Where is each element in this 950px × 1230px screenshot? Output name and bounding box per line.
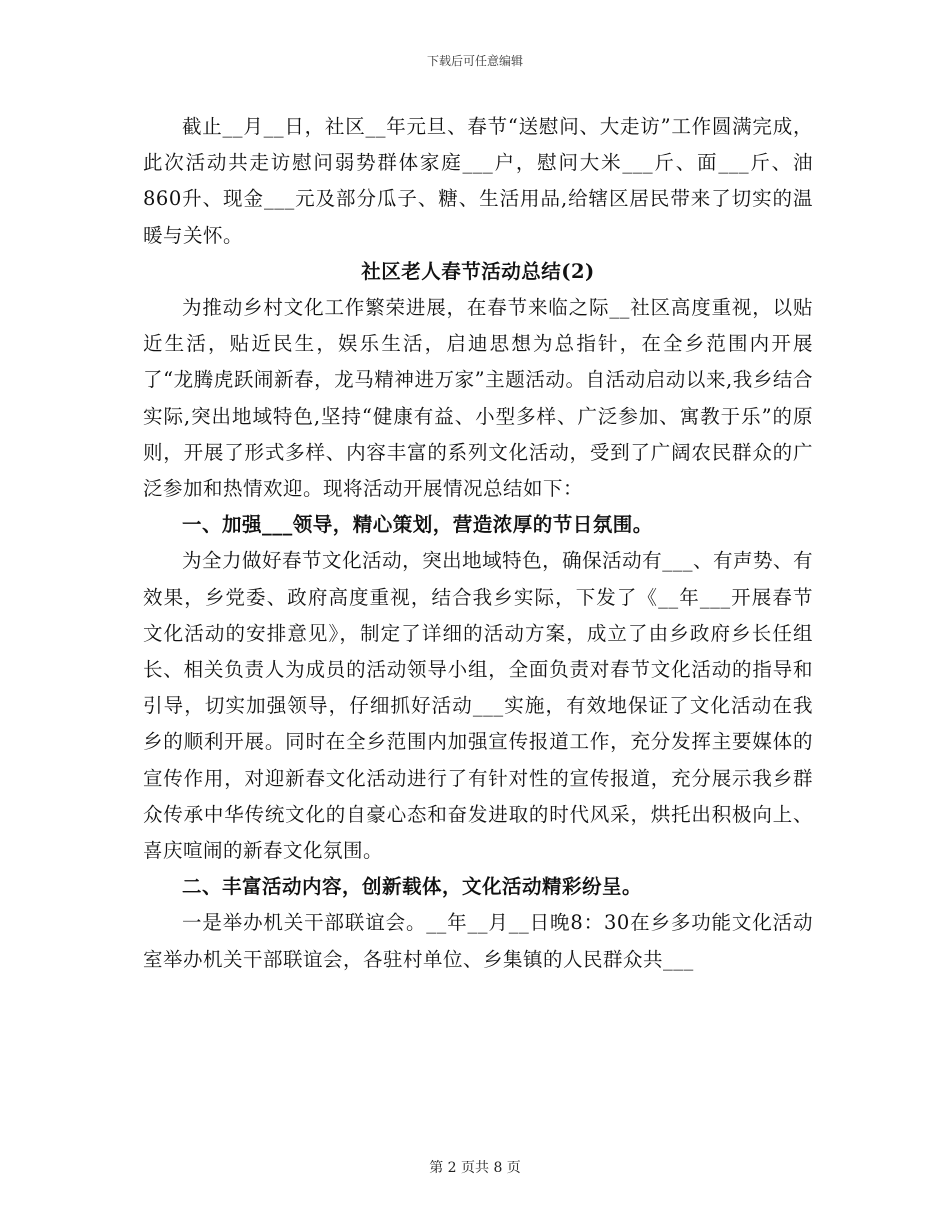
heading-leadership: 一、加强___领导，精心策划，营造浓厚的节日氛围。 bbox=[182, 513, 653, 537]
paragraph-new-year-visits: 截止__月__日，社区__年元旦、春节“送慰问、大走访”工作圆满完成，此次活动共走访慰问弱势群体家庭___户，慰问大米___斤、面___斤、油860升、现金___元及部分瓜子、糖、生活用品,给辖区居民带来了切实的温暖与关怀。 bbox=[143, 115, 813, 247]
document-body bbox=[143, 109, 813, 978]
page-number: 第 2 页共 8 页 bbox=[429, 1160, 521, 1176]
heading-activities: 二、丰富活动内容，创新载体，文化活动精彩纷呈。 bbox=[182, 875, 643, 899]
paragraph-activities: 一是举办机关干部联谊会。__年__月__日晚8：30在乡多功能文化活动室举办机关干部联谊会，各驻村单位、乡集镇的人民群众共___ bbox=[143, 911, 813, 971]
section-title: 社区老人春节活动总结(2) bbox=[361, 259, 595, 283]
paragraph-intro: 为推动乡村文化工作繁荣进展，在春节来临之际__社区高度重视，以贴近生活，贴近民生，娱乐生活，启迪思想为总指针，在全乡范围内开展了“龙腾虎跃闹新春，龙马精神进万家”主题活动。自活动启动以来,我乡结合实际,突出地域特色,坚持“健康有益、小型多样、广泛参加、寓教于乐”的原则，开展了形式多样、内容丰富的系列文化活动，受到了广阔农民群众的广泛参加和热情欢迎。现将活动开展情况总结如下： bbox=[143, 296, 813, 501]
page-header: 下载后可任意编辑 bbox=[426, 54, 523, 68]
paragraph-leadership: 为全力做好春节文化活动，突出地域特色，确保活动有___、有声势、有效果，乡党委、政府高度重视，结合我乡实际，下发了《__年___开展春节文化活动的安排意见》，制定了详细的活动方案，成立了由乡政府乡长任组长、相关负责人为成员的活动领导小组，全面负责对春节文化活动的指导和引导，切实加强领导，仔细抓好活动___实施，有效地保证了文化活动在我乡的顺利开展。同时在全乡范围内加强宣传报道工作，充分发挥主要媒体的宣传作用，对迎新春文化活动进行了有针对性的宣传报道，充分展示我乡群众传承中华传统文化的自豪心态和奋发进取的时代风采，烘托出积极向上、喜庆喧闹的新春文化氛围。 bbox=[143, 549, 813, 863]
